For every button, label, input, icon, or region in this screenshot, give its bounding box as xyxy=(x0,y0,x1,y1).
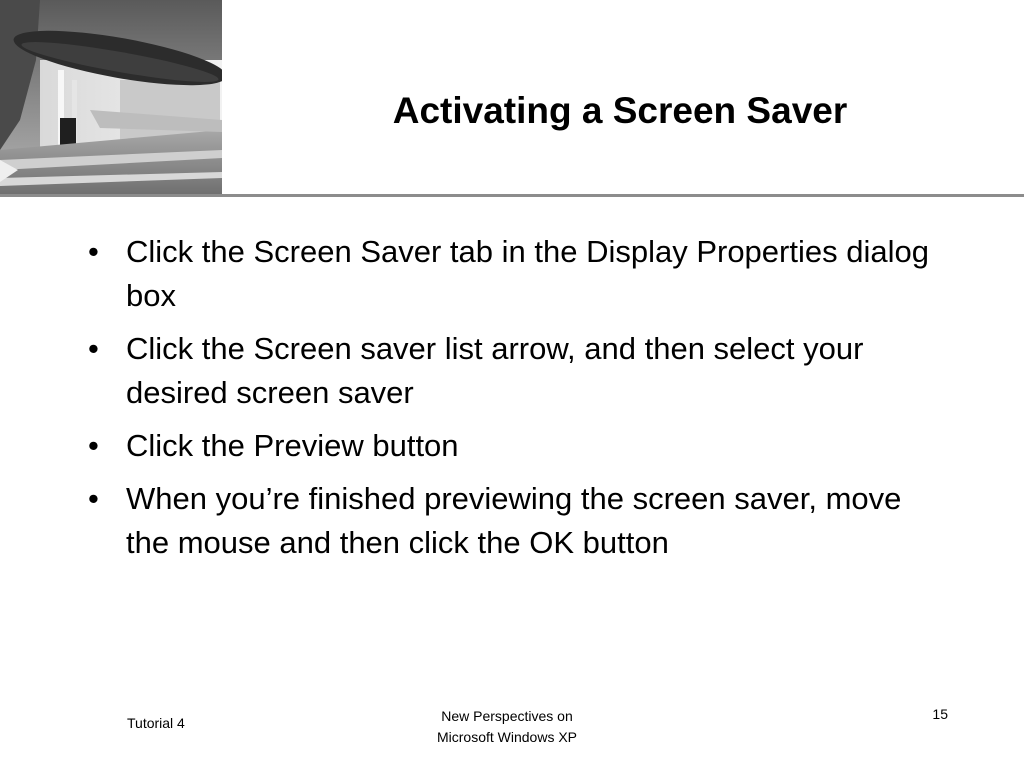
bullet-icon: • xyxy=(88,234,99,269)
building-photo xyxy=(0,0,222,196)
bullet-text: Click the Screen Saver tab in the Display Properties dialog box xyxy=(126,234,929,313)
bullet-item xyxy=(84,327,944,415)
bullet-text: When you’re finished previewing the screen saver, move the mouse and then click the OK button xyxy=(126,481,902,560)
header-divider xyxy=(0,194,1024,197)
bullet-text: Click the Preview button xyxy=(126,428,459,463)
slide-title: Activating a Screen Saver xyxy=(392,90,848,131)
bullet-item xyxy=(84,230,944,318)
footer-course-line2: Microsoft Windows XP xyxy=(436,729,578,745)
footer-course-title xyxy=(407,706,607,748)
page-number: 15 xyxy=(932,706,948,722)
bullet-text: Click the Screen saver list arrow, and then select your desired screen saver xyxy=(126,331,864,410)
bullet-item xyxy=(84,424,944,468)
footer-tutorial-label: Tutorial 4 xyxy=(127,715,185,731)
bullet-icon: • xyxy=(88,428,99,463)
bullet-list xyxy=(84,230,944,574)
footer-course-line1: New Perspectives on xyxy=(441,708,573,724)
bullet-item xyxy=(84,477,944,565)
bullet-icon: • xyxy=(88,481,99,516)
bullet-icon: • xyxy=(88,331,99,366)
